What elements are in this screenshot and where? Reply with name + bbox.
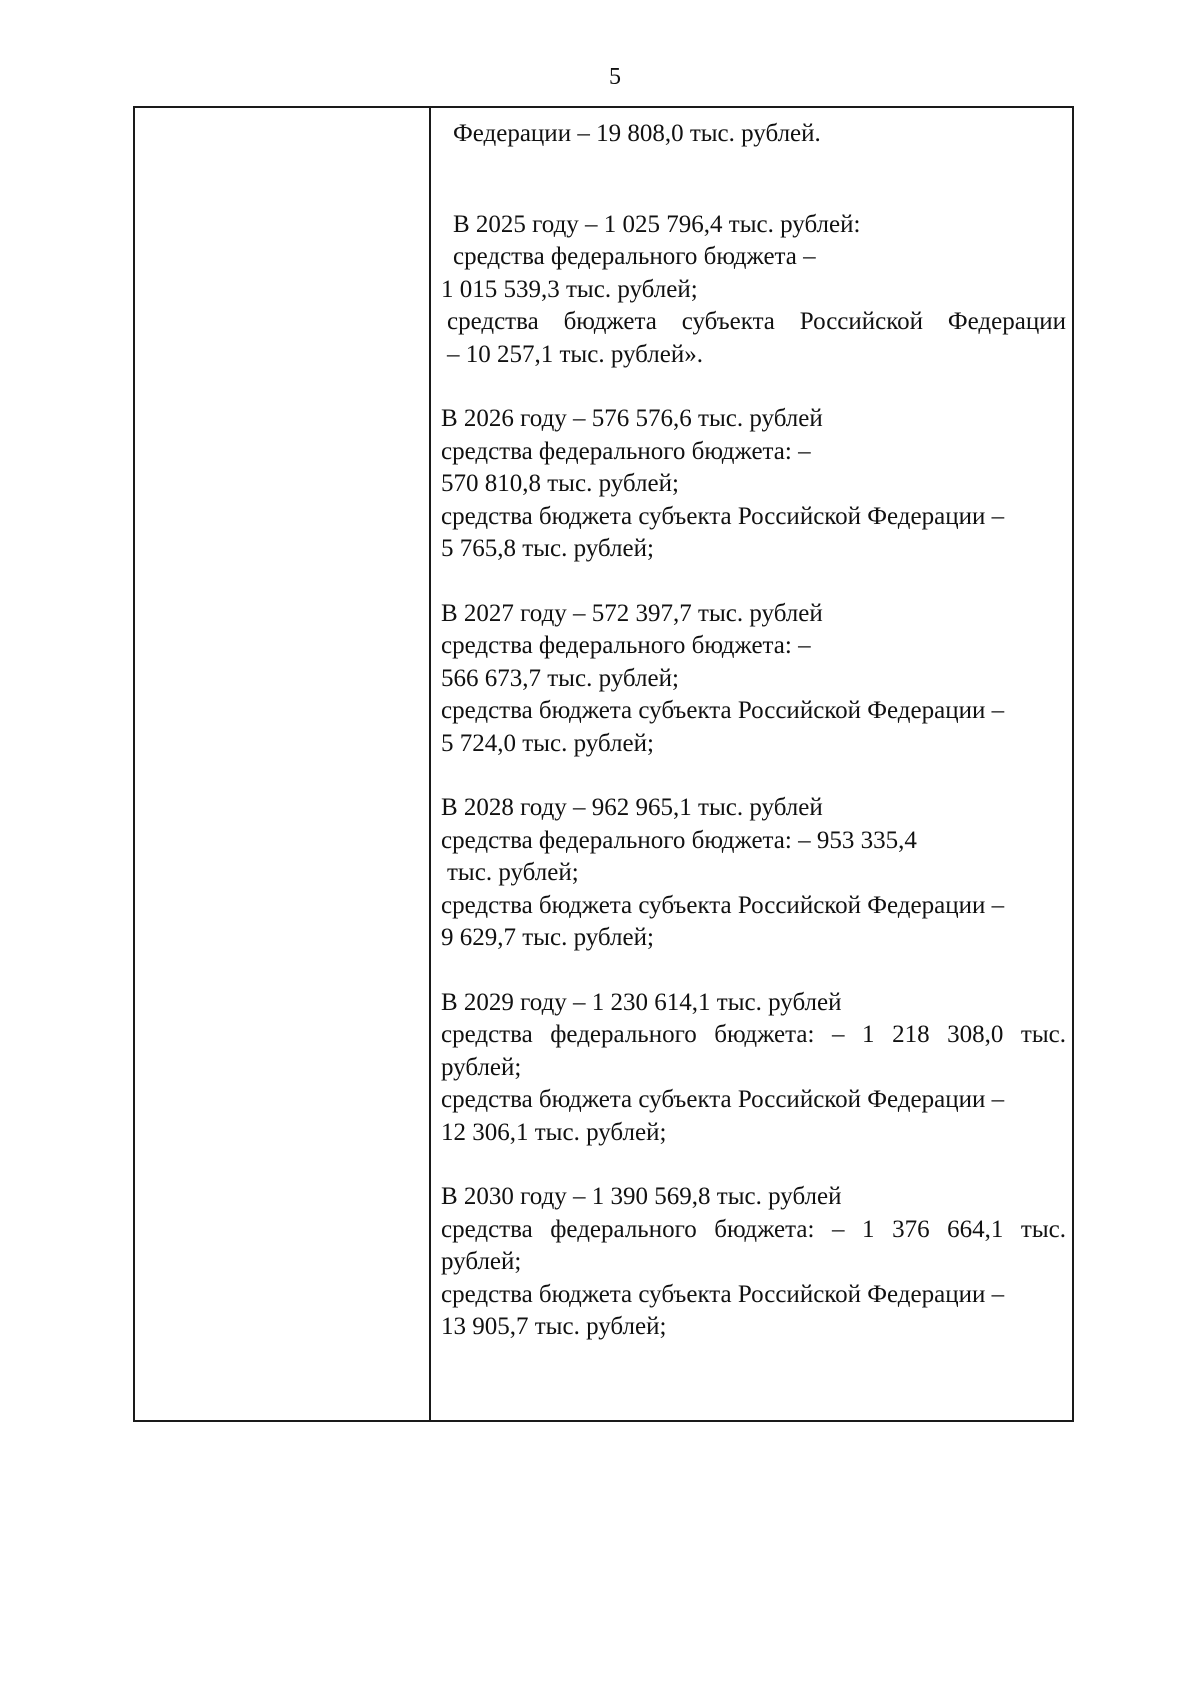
page-number: 5 <box>609 64 621 90</box>
funding-block-2028 <box>441 792 1066 955</box>
regional-budget-label-2030: средства бюджета субъекта Российской Федерации – <box>441 1280 1005 1308</box>
funding-block-2027 <box>441 598 1066 761</box>
year-heading-2027: В 2027 году – 572 397,7 тыс. рублей <box>441 599 823 627</box>
federal-budget-label-2028: средства федерального бюджета: – 953 335,4 <box>441 826 917 854</box>
regional-budget-value-2025: – 10 257,1 тыс. рублей». <box>447 340 703 368</box>
regional-budget-value-2026: 5 765,8 тыс. рублей; <box>441 535 654 562</box>
year-heading-2030: В 2030 году – 1 390 569,8 тыс. рублей <box>441 1183 842 1210</box>
regional-budget-label-2027: средства бюджета субъекта Российской Федерации – <box>441 697 1005 724</box>
regional-budget-label-2025: средства бюджета субъекта Российской Федерации <box>447 308 1066 335</box>
carry-over-text: Федерации – 19 808,0 тыс. рублей. <box>453 120 821 147</box>
federal-budget-value-2028: тыс. рублей; <box>447 859 579 886</box>
year-heading-2026: В 2026 году – 576 576,6 тыс. рублей <box>441 405 823 432</box>
funding-block-2029 <box>441 987 1066 1150</box>
funding-block-2026 <box>441 403 1066 566</box>
regional-budget-label-2028: средства бюджета субъекта Российской Федерации – <box>441 891 1005 919</box>
funding-block-2025 <box>441 209 1066 372</box>
regional-budget-value-2028: 9 629,7 тыс. рублей; <box>441 924 654 951</box>
federal-budget-label-2030: средства федерального бюджета: – 1 376 664,1 тыс. <box>441 1215 1066 1243</box>
regional-budget-value-2027: 5 724,0 тыс. рублей; <box>441 729 654 757</box>
regional-budget-label-2029: средства бюджета субъекта Российской Федерации – <box>441 1086 1005 1113</box>
table-left-cell <box>135 108 429 1420</box>
federal-budget-label-2027: средства федерального бюджета: – <box>441 632 811 659</box>
federal-budget-value-2030: рублей; <box>441 1248 522 1275</box>
federal-budget-value-2027: 566 673,7 тыс. рублей; <box>441 664 679 692</box>
year-heading-2029: В 2029 году – 1 230 614,1 тыс. рублей <box>441 988 842 1016</box>
federal-budget-value-2029: рублей; <box>441 1053 522 1081</box>
federal-budget-label-2029: средства федерального бюджета: – 1 218 308,0 тыс. <box>441 1021 1066 1048</box>
funding-table <box>133 106 1074 1422</box>
year-heading-2025: В 2025 году – 1 025 796,4 тыс. рублей: <box>453 210 861 238</box>
federal-budget-label-2026: средства федерального бюджета: – <box>441 437 811 465</box>
year-heading-2028: В 2028 году – 962 965,1 тыс. рублей <box>441 794 823 821</box>
regional-budget-label-2026: средства бюджета субъекта Российской Федерации – <box>441 502 1005 530</box>
regional-budget-value-2029: 12 306,1 тыс. рублей; <box>441 1118 667 1146</box>
regional-budget-value-2030: 13 905,7 тыс. рублей; <box>441 1313 667 1340</box>
federal-budget-value-2026: 570 810,8 тыс. рублей; <box>441 470 679 497</box>
funding-block-2030 <box>441 1181 1066 1344</box>
federal-budget-label-2025: средства федерального бюджета – <box>453 243 816 270</box>
table-right-cell <box>431 108 1072 1420</box>
federal-budget-value-2025: 1 015 539,3 тыс. рублей; <box>441 275 698 303</box>
